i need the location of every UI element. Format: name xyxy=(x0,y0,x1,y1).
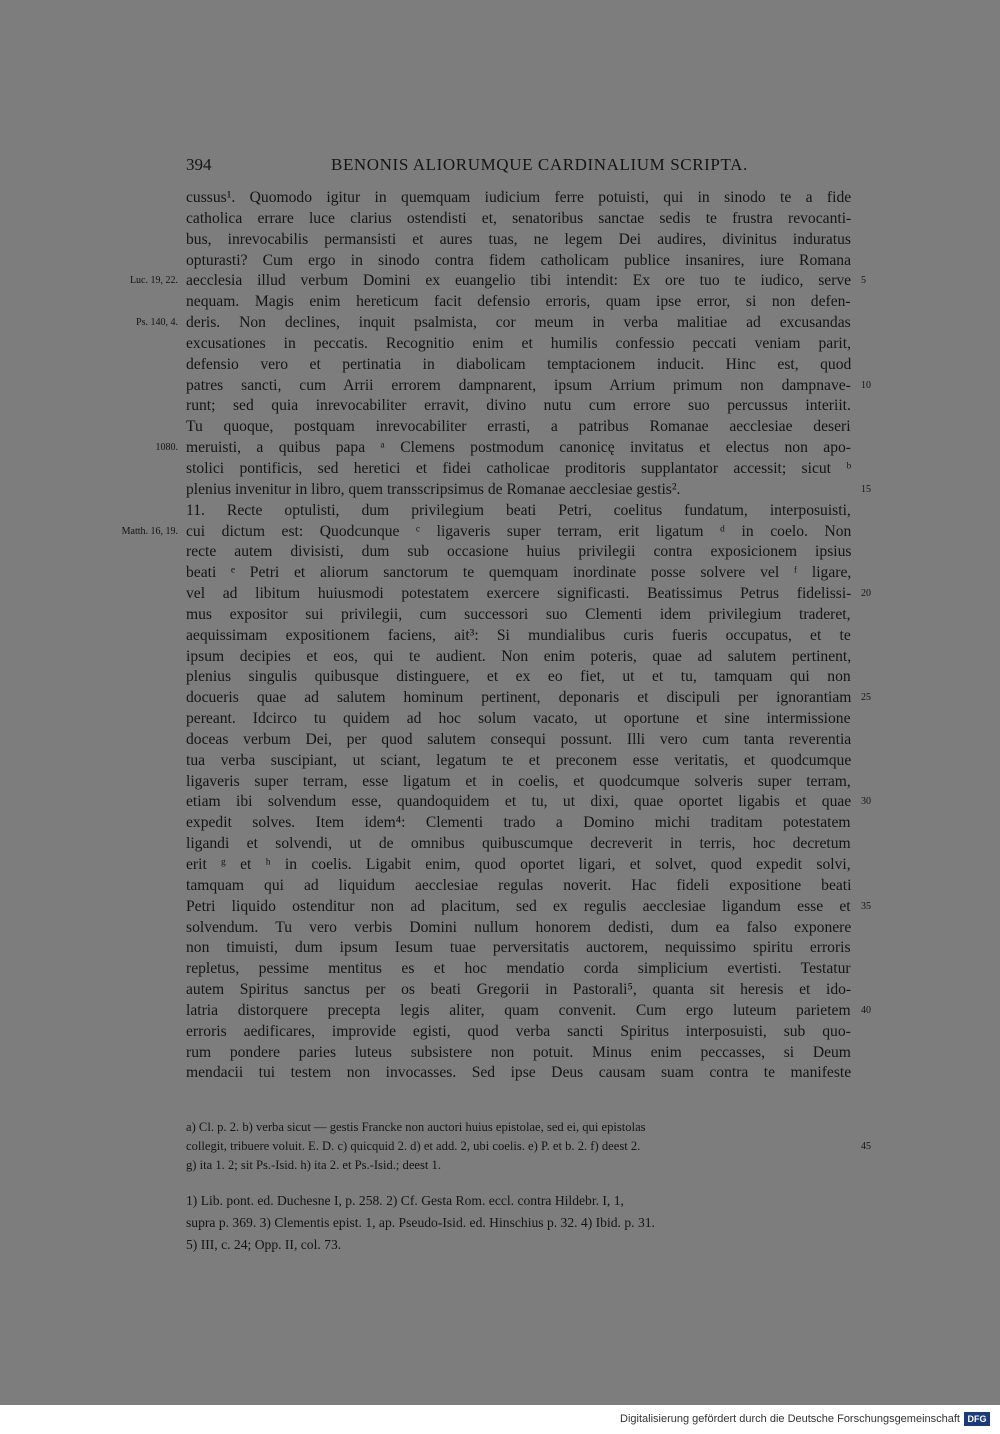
apparatus-line xyxy=(186,1137,871,1156)
text-line xyxy=(186,1063,851,1084)
line-text: recte autem divisisti, dum sub occasione huius privilegii contra exposicionem ipsius xyxy=(186,543,852,561)
line-text: bus, inrevocabilis permansisti et aures tuas, ne legem Dei audires, divinitus induratus xyxy=(186,230,851,248)
line-text: catholica errare luce clarius ostendisti et, senatoribus sanctae sedis te frustra revocanti- xyxy=(186,209,852,227)
text-line xyxy=(186,605,851,626)
text-line xyxy=(186,334,851,355)
margin-citation: Ps. 140, 4. xyxy=(136,317,178,329)
text-line xyxy=(186,667,851,688)
line-text: expedit solves. Item idem⁴: Clementi trado a Domino michi traditam potestatem xyxy=(186,814,851,832)
text-line xyxy=(186,1022,851,1043)
text-line xyxy=(186,251,851,272)
line-text: ligaveris super terram, esse ligatum et in coelis, et quodcumque solveris super terram, xyxy=(186,772,851,790)
text-line xyxy=(186,772,851,793)
text-line xyxy=(186,1043,851,1064)
line-number: 45 xyxy=(861,1141,871,1152)
text-line xyxy=(186,980,851,1001)
line-text: solvendum. Tu vero verbis Domini nullum honorem dedisti, dum ea falso exponere xyxy=(186,918,852,936)
line-number: 10 xyxy=(861,379,871,391)
text-line xyxy=(186,897,871,918)
line-text: latria distorquere precepta legis aliter, quam convenit. Cum ergo luteum parietem xyxy=(186,1001,851,1019)
reference-text: 5) III, c. 24; Opp. II, col. 73. xyxy=(186,1237,342,1252)
line-text: pereant. Idcirco tu quidem ad hoc solum vacato, ut oportune et sine intermissione xyxy=(186,710,851,728)
text-line xyxy=(186,501,851,522)
line-text: docueris quae ad salutem hominum pertinent, deponaris et discipuli per ignorantiam xyxy=(186,689,852,707)
text-line xyxy=(186,688,871,709)
text-line xyxy=(186,480,871,501)
text-line xyxy=(129,271,866,292)
text-line xyxy=(186,626,851,647)
apparatus-line xyxy=(186,1118,851,1137)
main-text xyxy=(121,188,871,1084)
line-text: runt; sed quia inrevocabiliter erravit, divino nutu cum errore suo percussus interiit. xyxy=(186,397,851,415)
text-line xyxy=(186,709,851,730)
text-line xyxy=(186,355,851,376)
line-text: rum pondere paries luteus subsistere non potuit. Minus enim peccasses, si Deum xyxy=(186,1043,851,1061)
line-number: 5 xyxy=(861,275,866,287)
line-text: autem Spiritus sanctus per os beati Gregorii in Pastorali⁵, quanta sit heresis et ido- xyxy=(186,981,852,999)
reference-line xyxy=(186,1190,851,1212)
text-line xyxy=(186,938,851,959)
line-text: vel ad libitum huiusmodi potestatem exercere significasti. Beatissimus Petrus fidelissi- xyxy=(186,585,852,603)
line-text: ligandi et solvendi, ut de omnibus quibuscumque decreverit in terris, hoc decretum xyxy=(186,835,851,853)
dfg-logo: DFG xyxy=(964,1412,990,1426)
text-line xyxy=(155,438,851,459)
line-text: beati ᵉ Petri et aliorum sanctorum te quemquam inordinate posse solvere vel ᶠ ligare, xyxy=(186,564,852,582)
text-line xyxy=(186,1001,871,1022)
text-line xyxy=(186,876,851,897)
margin-citation: 1080. xyxy=(155,442,178,454)
text-line xyxy=(186,647,851,668)
running-header xyxy=(186,155,851,177)
text-line xyxy=(186,230,851,251)
line-number: 20 xyxy=(861,588,871,600)
text-line xyxy=(186,855,851,876)
apparatus-text: a) Cl. p. 2. b) verba sicut — gestis Francke non auctori huius epistolae, sed ei, qui epistolas xyxy=(186,1120,646,1134)
line-text: plenius invenitur in libro, quem transscripsimus de Romanae aecclesiae gestis². xyxy=(186,480,681,498)
line-text: tua verba suscipiant, ut sciant, legatum te et preconem esse veritatis, et quodcumque xyxy=(186,751,852,769)
reference-text: 1) Lib. pont. ed. Duchesne I, p. 258. 2) Cf. Gesta Rom. eccl. contra Hildebr. I, 1, xyxy=(186,1193,624,1208)
line-text: erit ᵍ et ʰ in coelis. Ligabit enim, quod oportet ligari, et solvet, quod expedit solvi, xyxy=(186,856,851,873)
text-line xyxy=(186,209,851,230)
line-text: cui dictum est: Quodcunque ᶜ ligaveris super terram, erit ligatum ᵈ in coelo. Non xyxy=(186,522,852,540)
line-number: 30 xyxy=(861,796,871,808)
text-line xyxy=(121,522,852,543)
line-text: meruisti, a quibus papa ᵃ Clemens postmodum canonicę invitatus et electus non apo- xyxy=(186,439,851,457)
text-line xyxy=(186,542,851,563)
line-text: non timuisti, dum ipsum Iesum tuae perversitatis auctorem, nequissimo spiritu erroris xyxy=(186,939,851,957)
reference-line xyxy=(186,1234,851,1256)
footer-bar xyxy=(0,1405,1000,1434)
line-text: aequissimam expositionem faciens, ait³: Si mundialibus curis fueris occupatus, et te xyxy=(186,626,851,644)
text-line xyxy=(186,959,851,980)
text-line xyxy=(186,792,871,813)
text-line xyxy=(186,292,851,313)
apparatus-text: collegit, tribuere voluit. E. D. c) quicquid 2. d) et add. 2, ubi coelis. e) P. et b. 2. f) deest 2. xyxy=(186,1139,641,1153)
text-line xyxy=(186,396,851,417)
line-text: tamquam qui ad liquidum aecclesiae regulas noverit. Hac fideli expositione beati xyxy=(186,876,852,894)
reference-text: supra p. 369. 3) Clementis epist. 1, ap. Pseudo-Isid. ed. Hinschius p. 32. 4) Ibid. p. 31. xyxy=(186,1215,655,1230)
line-text: 11. Recte optulisti, dum privilegium beati Petri, coelitus fundatum, interposuisti, xyxy=(186,501,851,519)
text-line xyxy=(186,751,851,772)
text-line xyxy=(186,834,851,855)
line-text: plenius singulis quibusque distinguere, et ex eo fiet, ut et tu, tamquam qui non xyxy=(186,668,851,686)
text-line xyxy=(186,563,851,584)
apparatus-line xyxy=(186,1156,851,1175)
text-line xyxy=(186,918,851,939)
text-line xyxy=(186,417,851,438)
line-text: repletus, pessime mentitus es et hoc mendatio corda simplicium evertisti. Testatur xyxy=(186,960,851,978)
line-text: nequam. Magis enim hereticum facit defensio erroris, quam ipse error, si non defen- xyxy=(186,293,851,311)
line-text: etiam ibi solvendum esse, quandoquidem et tu, ut dixi, quae oportet ligabis et quae xyxy=(186,793,852,811)
line-text: mus expositor sui privilegii, cum successori suo Clementi idem privilegium traderet, xyxy=(186,605,851,623)
running-title: BENONIS ALIORUMQUE CARDINALIUM SCRIPTA. xyxy=(331,155,748,174)
source-references xyxy=(186,1190,851,1256)
line-text: cussus¹. Quomodo igitur in quemquam iudicium ferre potuisti, qui in sinodo te a fide xyxy=(186,189,852,206)
text-line xyxy=(186,584,871,605)
text-line xyxy=(186,188,851,209)
line-number: 15 xyxy=(861,483,871,495)
line-number: 25 xyxy=(861,692,871,704)
line-number: 35 xyxy=(861,900,871,912)
reference-line xyxy=(186,1212,851,1234)
line-text: ipsum decipies et eos, qui te audient. Non enim poteris, quae ad salutem pertinent, xyxy=(186,647,852,665)
funding-credit: Digitalisierung gefördert durch die Deutsche Forschungsgemeinschaft xyxy=(620,1413,960,1425)
line-text: erroris aedificares, improvide egisti, quod verba sancti Spiritus interposuisti, sub quo- xyxy=(186,1022,851,1040)
text-line xyxy=(186,459,851,480)
critical-apparatus xyxy=(186,1118,871,1175)
margin-citation: Luc. 19, 22. xyxy=(129,275,178,287)
apparatus-text: g) ita 1. 2; sit Ps.-Isid. h) ita 2. et Ps.-Isid.; deest 1. xyxy=(186,1158,442,1172)
line-text: aecclesia illud verbum Domini ex euangelio tibi intendit: Ex ore tuo te iudico, serve xyxy=(186,272,852,290)
text-line xyxy=(136,313,851,334)
line-text: defensio vero et pertinatia in diabolicam temptacionem inducit. Hinc est, quod xyxy=(186,355,852,373)
line-text: Petri liquido ostenditur non ad placitum, sed ex regulis aecclesiae ligandum esse et xyxy=(186,897,851,915)
line-number: 40 xyxy=(861,1004,871,1016)
line-text: deris. Non declines, inquit psalmista, cor meum in verba malitiae ad excusandas xyxy=(186,314,851,332)
text-line xyxy=(186,730,851,751)
page-number: 394 xyxy=(186,155,212,174)
line-text: stolici pontificis, sed heretici et fidei catholicae proditoris supplantator accessit; sicut ᵇ xyxy=(186,459,852,477)
line-text: doceas verbum Dei, per quod salutem consequi possunt. Illi vero cum tanta reverentia xyxy=(186,730,852,748)
line-text: patres sancti, cum Arrii errorem dampnarent, ipsum Arrium primum non dampnave- xyxy=(186,376,851,394)
line-text: Tu quoque, postquam inrevocabiliter errasti, a patribus Romanae aecclesiae deseri xyxy=(186,418,851,436)
margin-citation: Matth. 16, 19. xyxy=(121,525,178,537)
text-line xyxy=(186,376,871,397)
text-line xyxy=(186,813,851,834)
line-text: opturasti? Cum ergo in sinodo contra fidem catholicam publice insanires, iure Romana xyxy=(186,251,852,269)
line-text: excusationes in peccatis. Recognitio enim et humilis confessio peccati veniam parit, xyxy=(186,334,851,352)
line-text: mendacii tui testem non invocasses. Sed ipse Deus causam suam contra te manifeste xyxy=(186,1064,852,1082)
